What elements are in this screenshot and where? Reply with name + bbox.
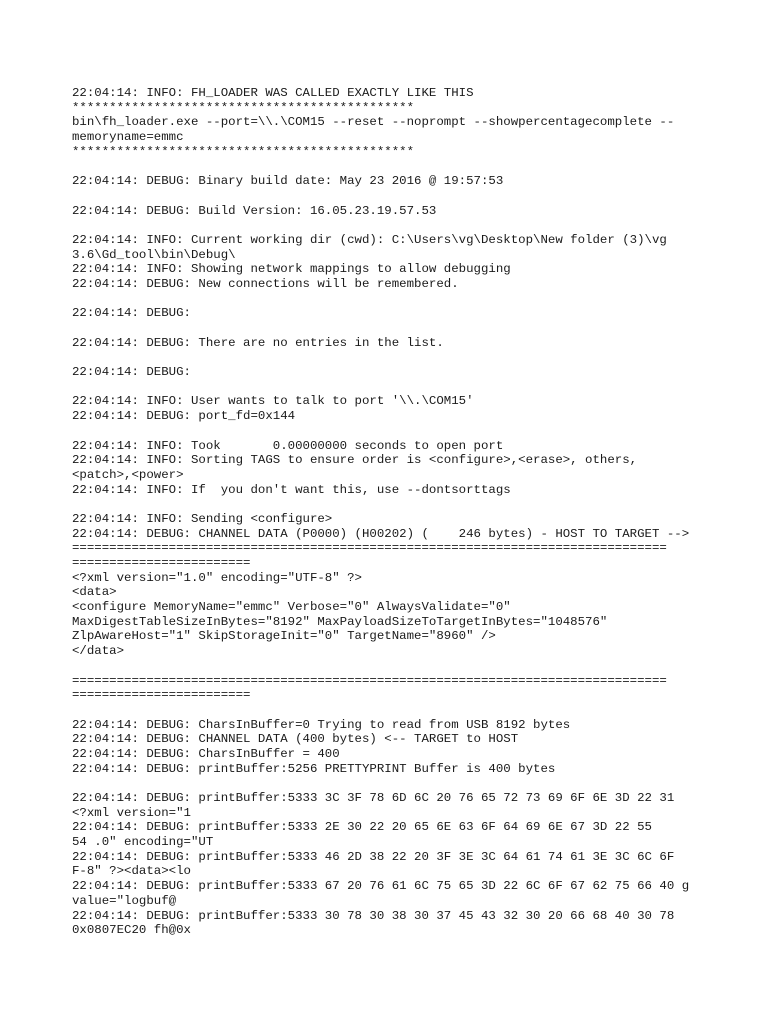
log-line (72, 424, 712, 439)
log-line: 22:04:14: DEBUG: CharsInBuffer=0 Trying to read from USB 8192 bytes (72, 717, 571, 732)
log-line (72, 189, 712, 204)
log-line: value="logbuf@ (72, 893, 177, 908)
log-line: 22:04:14: INFO: Sending <configure> (72, 511, 333, 526)
log-line: 22:04:14: DEBUG: printBuffer:5333 2E 30 22 20 65 6E 63 6F 64 69 6E 67 3D 22 55 (72, 820, 652, 835)
log-line: ZlpAwareHost="1" SkipStorageInit="0" TargetName="8960" /> (72, 629, 496, 644)
log-line: MaxDigestTableSizeInBytes="8192" MaxPayloadSizeToTargetInBytes="1048576" (72, 614, 608, 629)
log-line: 22:04:14: DEBUG: New connections will be remembered. (72, 276, 459, 291)
log-line: <patch>,<power> (72, 467, 184, 482)
log-line: 3.6\Gd_tool\bin\Debug\ (72, 247, 236, 262)
log-line: 22:04:14: DEBUG: Binary build date: May 23 2016 @ 19:57:53 (72, 174, 504, 189)
log-line: ********************************************** (72, 144, 415, 159)
log-line: 22:04:14: DEBUG: There are no entries in the list. (72, 335, 444, 350)
log-line: 54 .0" encoding="UT (72, 835, 214, 850)
log-text (72, 86, 712, 938)
log-line (72, 776, 712, 791)
log-line (72, 380, 712, 395)
log-line: ======================== (72, 688, 251, 703)
log-line: 22:04:14: INFO: Current working dir (cwd): C:\Users\vg\Desktop\New folder (3)\vg (72, 232, 667, 247)
log-line: 22:04:14: DEBUG: (72, 306, 191, 321)
log-line: <?xml version="1.0" encoding="UTF-8" ?> (72, 570, 362, 585)
log-line: 22:04:14: INFO: Showing network mappings to allow debugging (72, 262, 511, 277)
log-line: memoryname=emmc (72, 130, 184, 145)
log-line: 22:04:14: DEBUG: (72, 365, 191, 380)
log-line: 22:04:14: INFO: Took 0.00000000 seconds to open port (72, 438, 504, 453)
log-line: 22:04:14: DEBUG: CharsInBuffer = 400 (72, 746, 340, 761)
log-line: 22:04:14: DEBUG: printBuffer:5256 PRETTYPRINT Buffer is 400 bytes (72, 761, 556, 776)
log-line: 22:04:14: DEBUG: printBuffer:5333 67 20 76 61 6C 75 65 3D 22 6C 6F 67 62 75 66 40 g (72, 879, 690, 894)
log-line: 22:04:14: INFO: Sorting TAGS to ensure order is <configure>,<erase>, others, (72, 453, 638, 468)
log-line: 22:04:14: DEBUG: printBuffer:5333 46 2D 38 22 20 3F 3E 3C 64 61 74 61 3E 3C 6C 6F (72, 849, 675, 864)
log-line (72, 218, 712, 233)
log-line: <?xml version="1 (72, 805, 191, 820)
log-line (72, 703, 712, 718)
log-line: 22:04:14: DEBUG: CHANNEL DATA (400 bytes) <-- TARGET to HOST (72, 732, 519, 747)
log-line: 0x0807EC20 fh@0x (72, 923, 191, 938)
log-line: F-8" ?><data><lo (72, 864, 191, 879)
log-line: 22:04:14: INFO: User wants to talk to port '\\.\COM15' (72, 394, 474, 409)
log-line: 22:04:14: DEBUG: printBuffer:5333 30 78 30 38 30 37 45 43 32 30 20 66 68 40 30 78 (72, 908, 675, 923)
log-line (72, 659, 712, 674)
log-line (72, 321, 712, 336)
log-line: <data> (72, 585, 117, 600)
log-line: 22:04:14: DEBUG: Build Version: 16.05.23.19.57.53 (72, 203, 437, 218)
log-line (72, 497, 712, 512)
log-line: ********************************************** (72, 100, 415, 115)
log-line: </data> (72, 644, 125, 659)
log-line: ================================================================================ (72, 673, 667, 688)
log-line (72, 159, 712, 174)
log-line (72, 292, 712, 307)
log-line: 22:04:14: DEBUG: port_fd=0x144 (72, 409, 296, 424)
log-line: 22:04:14: INFO: FH_LOADER WAS CALLED EXACTLY LIKE THIS (72, 86, 474, 100)
log-line: 22:04:14: DEBUG: printBuffer:5333 3C 3F 78 6D 6C 20 76 65 72 73 69 6F 6E 3D 22 31 (72, 791, 675, 805)
log-line: ======================== (72, 556, 251, 570)
log-line: bin\fh_loader.exe --port=\\.\COM15 --reset --noprompt --showpercentagecomplete -- (72, 115, 675, 130)
log-line (72, 350, 712, 365)
log-line: <configure MemoryName="emmc" Verbose="0" AlwaysValidate="0" (72, 600, 511, 615)
log-line: 22:04:14: INFO: If you don't want this, use --dontsorttags (72, 482, 511, 497)
log-line: 22:04:14: DEBUG: CHANNEL DATA (P0000) (H00202) ( 246 bytes) - HOST TO TARGET --> (72, 526, 690, 541)
log-line: ================================================================================ (72, 541, 667, 556)
